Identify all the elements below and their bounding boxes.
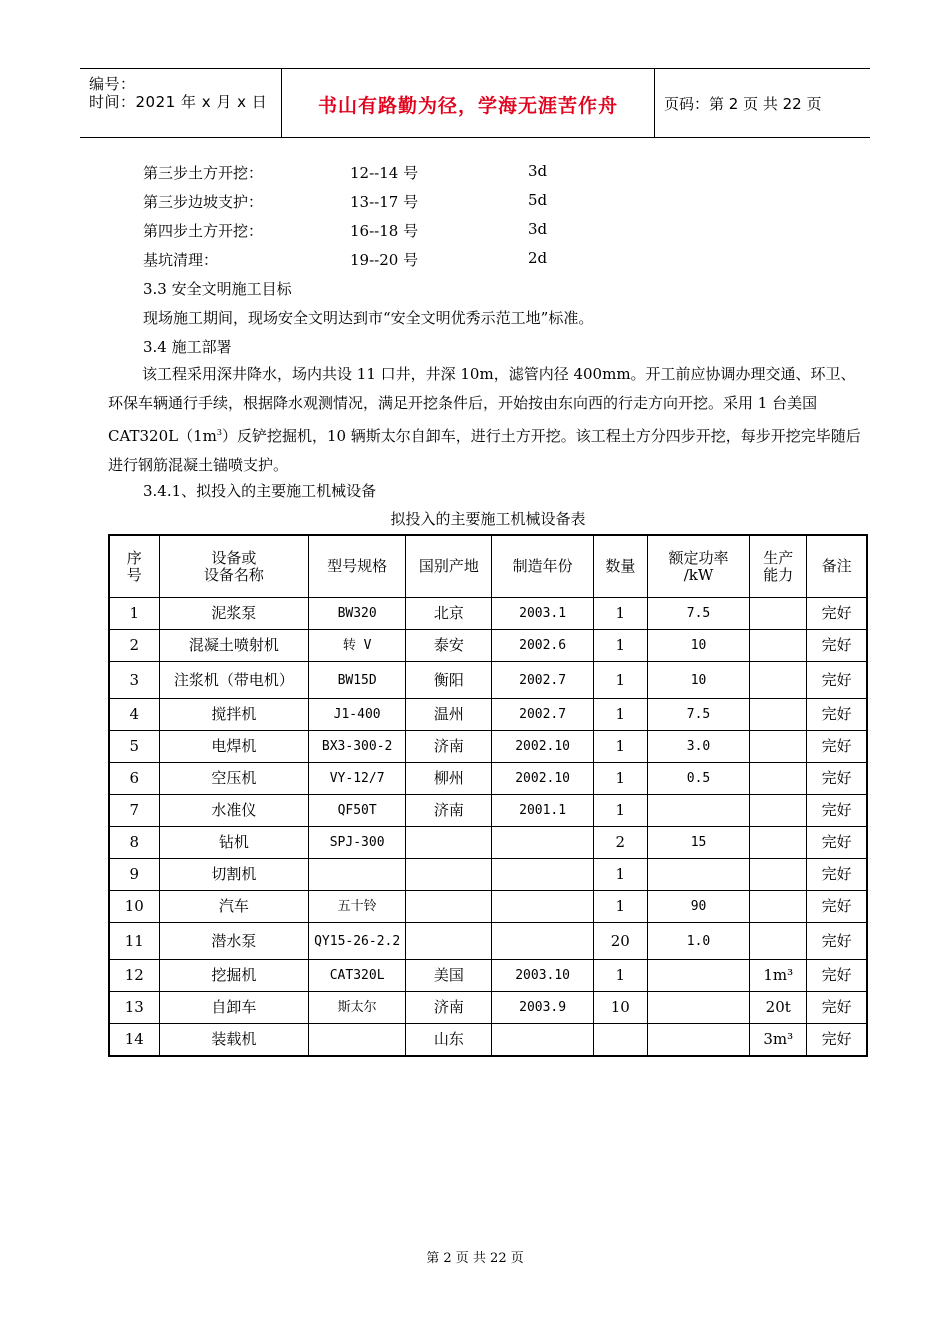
schedule-label: 第三步边坡支护： <box>143 193 264 211</box>
cell-power: 10 <box>647 630 749 662</box>
cell-capacity <box>750 859 807 891</box>
section-3-4-paragraph <box>108 360 868 480</box>
cell-power: 3.0 <box>647 731 749 763</box>
schedule-range: 13--17 号 <box>350 193 419 211</box>
cell-model: BW320 <box>309 598 406 630</box>
cell-capacity <box>750 763 807 795</box>
cell-capacity <box>750 795 807 827</box>
cell-power: 90 <box>647 891 749 923</box>
cell-equipment-name: 注浆机（带电机） <box>159 662 308 699</box>
header-page-cell <box>655 69 870 137</box>
cell-equipment-name: 混凝土喷射机 <box>159 630 308 662</box>
cell-year: 2003.1 <box>492 598 593 630</box>
schedule-duration: 3d <box>528 220 548 238</box>
cell-index: 6 <box>109 763 159 795</box>
cell-power: 1.0 <box>647 923 749 960</box>
cell-remark: 完好 <box>807 630 867 662</box>
cell-year <box>492 859 593 891</box>
cell-quantity: 1 <box>593 960 647 992</box>
cell-capacity: 3m³ <box>750 1024 807 1057</box>
cell-year: 2002.7 <box>492 662 593 699</box>
schedule-row <box>143 191 663 213</box>
cell-remark: 完好 <box>807 859 867 891</box>
cell-remark: 完好 <box>807 1024 867 1057</box>
cell-remark: 完好 <box>807 827 867 859</box>
cell-capacity <box>750 662 807 699</box>
table-row <box>109 662 867 699</box>
header-origin: 国别产地 <box>406 535 492 598</box>
cell-year: 2002.6 <box>492 630 593 662</box>
table-row <box>109 699 867 731</box>
schedule-duration: 2d <box>528 249 548 267</box>
header-index: 序 号 <box>109 535 159 598</box>
cell-remark: 完好 <box>807 891 867 923</box>
cell-index: 3 <box>109 662 159 699</box>
table-header-row <box>109 535 867 598</box>
cell-equipment-name: 空压机 <box>159 763 308 795</box>
cell-origin: 柳州 <box>406 763 492 795</box>
cell-quantity: 10 <box>593 992 647 1024</box>
cell-quantity: 1 <box>593 891 647 923</box>
cell-origin <box>406 891 492 923</box>
cell-index: 8 <box>109 827 159 859</box>
schedule-duration: 3d <box>528 162 548 180</box>
table-row <box>109 960 867 992</box>
cell-capacity <box>750 891 807 923</box>
cell-index: 1 <box>109 598 159 630</box>
cell-remark: 完好 <box>807 598 867 630</box>
schedule-row <box>143 162 663 184</box>
cell-year: 2002.10 <box>492 731 593 763</box>
cell-quantity: 1 <box>593 859 647 891</box>
cell-capacity <box>750 630 807 662</box>
table-row <box>109 795 867 827</box>
schedule-row <box>143 220 663 242</box>
cell-model: 转 V <box>309 630 406 662</box>
cell-model: 斯太尔 <box>309 992 406 1024</box>
superscript-3: 3 <box>216 428 222 437</box>
cell-equipment-name: 泥浆泵 <box>159 598 308 630</box>
section-3-4-text-a: 该工程采用深井降水，场内共设 11 口井，井深 10m，滤管内径 400mm。开工前应协调办理交通、环卫、环保车辆通行手续，根据降水观测情况，满足开挖条件后，开始按由东向西的行走方向开挖。采用 1 台美国 CAT320L（1m <box>108 365 856 445</box>
cell-model: J1-400 <box>309 699 406 731</box>
cell-remark: 完好 <box>807 731 867 763</box>
cell-capacity <box>750 699 807 731</box>
header-quantity: 数量 <box>593 535 647 598</box>
cell-equipment-name: 电焊机 <box>159 731 308 763</box>
section-heading-3-4-1: 3.4.1、拟投入的主要施工机械设备 <box>143 482 377 500</box>
schedule-range: 19--20 号 <box>350 251 419 269</box>
cell-power: 7.5 <box>647 699 749 731</box>
header-equipment-name: 设备或 设备名称 <box>159 535 308 598</box>
cell-index: 12 <box>109 960 159 992</box>
cell-quantity: 1 <box>593 662 647 699</box>
cell-capacity: 1m³ <box>750 960 807 992</box>
section-heading-3-4: 3.4 施工部署 <box>143 338 232 356</box>
cell-year: 2003.9 <box>492 992 593 1024</box>
schedule-label: 第三步土方开挖： <box>143 164 264 182</box>
table-row <box>109 923 867 960</box>
cell-quantity: 1 <box>593 699 647 731</box>
header-page-info: 页码：第 2 页 共 22 页 <box>664 95 822 113</box>
cell-capacity <box>750 731 807 763</box>
table-row <box>109 630 867 662</box>
cell-quantity <box>593 1024 647 1057</box>
cell-capacity <box>750 923 807 960</box>
header-model: 型号规格 <box>309 535 406 598</box>
cell-model: QY15-26-2.2 <box>309 923 406 960</box>
cell-index: 9 <box>109 859 159 891</box>
table-row <box>109 827 867 859</box>
cell-model: QF50T <box>309 795 406 827</box>
cell-power: 7.5 <box>647 598 749 630</box>
cell-equipment-name: 钻机 <box>159 827 308 859</box>
header-power: 额定功率 /kW <box>647 535 749 598</box>
cell-power <box>647 859 749 891</box>
cell-model: CAT320L <box>309 960 406 992</box>
cell-equipment-name: 挖掘机 <box>159 960 308 992</box>
cell-equipment-name: 装载机 <box>159 1024 308 1057</box>
cell-quantity: 1 <box>593 598 647 630</box>
section-heading-3-3: 3.3 安全文明施工目标 <box>143 280 292 298</box>
cell-remark: 完好 <box>807 763 867 795</box>
cell-quantity: 1 <box>593 731 647 763</box>
header-capacity: 生产 能力 <box>750 535 807 598</box>
cell-year <box>492 827 593 859</box>
cell-index: 2 <box>109 630 159 662</box>
cell-model <box>309 1024 406 1057</box>
cell-remark: 完好 <box>807 960 867 992</box>
table-row <box>109 763 867 795</box>
table-caption: 拟投入的主要施工机械设备表 <box>390 510 586 528</box>
cell-model: SPJ-300 <box>309 827 406 859</box>
schedule-row <box>143 249 663 271</box>
cell-equipment-name: 切割机 <box>159 859 308 891</box>
cell-year: 2002.10 <box>492 763 593 795</box>
cell-power: 10 <box>647 662 749 699</box>
table-row <box>109 891 867 923</box>
schedule-range: 12--14 号 <box>350 164 419 182</box>
table-body <box>109 598 867 1057</box>
cell-origin: 泰安 <box>406 630 492 662</box>
cell-origin: 北京 <box>406 598 492 630</box>
cell-quantity: 1 <box>593 630 647 662</box>
header-motto-cell <box>282 69 655 137</box>
cell-origin: 济南 <box>406 795 492 827</box>
cell-remark: 完好 <box>807 992 867 1024</box>
schedule-duration: 5d <box>528 191 548 209</box>
cell-remark: 完好 <box>807 662 867 699</box>
cell-origin <box>406 859 492 891</box>
cell-equipment-name: 搅拌机 <box>159 699 308 731</box>
cell-equipment-name: 汽车 <box>159 891 308 923</box>
doc-date: 时间：2021 年 x 月 x 日 <box>89 93 268 111</box>
doc-number-label: 编号： <box>89 75 136 93</box>
cell-quantity: 2 <box>593 827 647 859</box>
cell-equipment-name: 自卸车 <box>159 992 308 1024</box>
cell-power: 15 <box>647 827 749 859</box>
cell-equipment-name: 潜水泵 <box>159 923 308 960</box>
equipment-table <box>108 534 868 1057</box>
cell-origin: 温州 <box>406 699 492 731</box>
cell-year <box>492 891 593 923</box>
cell-index: 4 <box>109 699 159 731</box>
cell-origin <box>406 827 492 859</box>
cell-year: 2002.7 <box>492 699 593 731</box>
cell-model: BW15D <box>309 662 406 699</box>
cell-index: 5 <box>109 731 159 763</box>
cell-origin: 济南 <box>406 731 492 763</box>
cell-power <box>647 992 749 1024</box>
cell-origin <box>406 923 492 960</box>
cell-capacity: 20t <box>750 992 807 1024</box>
cell-power <box>647 795 749 827</box>
cell-model: BX3-300-2 <box>309 731 406 763</box>
header-motto: 书山有路勤为径，学海无涯苦作舟 <box>317 95 618 117</box>
cell-index: 13 <box>109 992 159 1024</box>
cell-year: 2003.10 <box>492 960 593 992</box>
cell-capacity <box>750 827 807 859</box>
cell-year <box>492 1024 593 1057</box>
section-3-3-text: 现场施工期间，现场安全文明达到市“安全文明优秀示范工地”标准。 <box>143 309 594 327</box>
cell-remark: 完好 <box>807 795 867 827</box>
cell-model <box>309 859 406 891</box>
cell-origin: 济南 <box>406 992 492 1024</box>
cell-quantity: 20 <box>593 923 647 960</box>
cell-model: VY-12/7 <box>309 763 406 795</box>
cell-origin: 山东 <box>406 1024 492 1057</box>
cell-index: 10 <box>109 891 159 923</box>
cell-remark: 完好 <box>807 923 867 960</box>
cell-origin: 美国 <box>406 960 492 992</box>
table-row <box>109 859 867 891</box>
cell-capacity <box>750 598 807 630</box>
page-header <box>80 68 870 138</box>
cell-remark: 完好 <box>807 699 867 731</box>
page-footer: 第 2 页 共 22 页 <box>426 1251 524 1266</box>
cell-year <box>492 923 593 960</box>
cell-year: 2001.1 <box>492 795 593 827</box>
cell-index: 14 <box>109 1024 159 1057</box>
header-left-cell <box>80 69 282 137</box>
cell-power: 0.5 <box>647 763 749 795</box>
header-year: 制造年份 <box>492 535 593 598</box>
schedule-range: 16--18 号 <box>350 222 419 240</box>
table-row <box>109 1024 867 1057</box>
schedule-label: 第四步土方开挖： <box>143 222 264 240</box>
table-row <box>109 992 867 1024</box>
cell-origin: 衡阳 <box>406 662 492 699</box>
cell-power <box>647 960 749 992</box>
header-remark: 备注 <box>807 535 867 598</box>
cell-power <box>647 1024 749 1057</box>
cell-model: 五十铃 <box>309 891 406 923</box>
table-row <box>109 731 867 763</box>
table-row <box>109 598 867 630</box>
cell-equipment-name: 水准仪 <box>159 795 308 827</box>
schedule-label: 基坑清理： <box>143 251 219 269</box>
cell-quantity: 1 <box>593 795 647 827</box>
cell-index: 7 <box>109 795 159 827</box>
cell-quantity: 1 <box>593 763 647 795</box>
section-3-4-text-b: ）反铲挖掘机，10 辆斯太尔自卸车，进行土方开挖。该工程土方分四步开挖，每步开挖完毕随后进行钢筋混凝土锚喷支护。 <box>108 427 861 474</box>
cell-index: 11 <box>109 923 159 960</box>
